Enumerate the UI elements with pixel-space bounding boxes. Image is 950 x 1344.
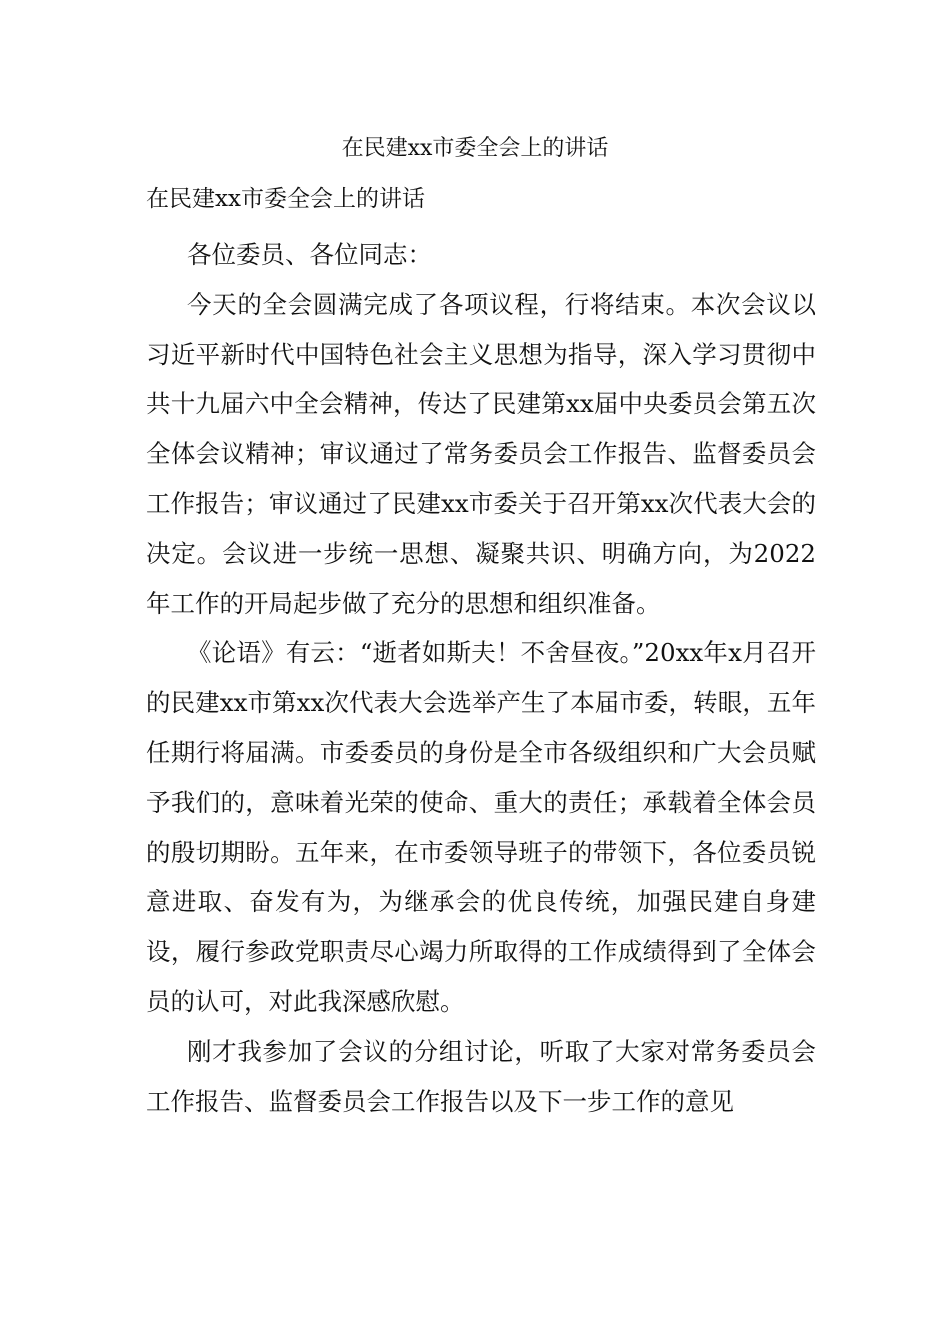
paragraph-salutation: 各位委员、各位同志：	[187, 240, 432, 269]
document-body	[146, 230, 816, 1126]
document-title: 在民建xx市委全会上的讲话	[341, 136, 609, 161]
paragraph-term-review: 《论语》有云：“逝者如斯夫！不舍昼夜。”20xx年x月召开的民建xx市第xx次代表大会选举产生了本届市委，转眼，五年任期行将届满。市委委员的身份是全市各级组织和广大会员赋予我们的，意味着光荣的使命、重大的责任；承载着全体会员的殷切期盼。五年来，在市委领导班子的带领下，各位委员锐意进取、奋发有为，为继承会的优良传统，加强民建自身建设，履行参政党职责尽心竭力所取得的工作成绩得到了全体会员的认可，对此我深感欣慰。	[146, 638, 816, 1016]
document-subtitle: 在民建xx市委全会上的讲话	[146, 186, 425, 212]
paragraph-group-discussion: 刚才我参加了会议的分组讨论，听取了大家对常务委员会工作报告、监督委员会工作报告以及下一步工作的意见	[146, 1036, 816, 1116]
paragraph-meeting-summary: 今天的全会圆满完成了各项议程，行将结束。本次会议以习近平新时代中国特色社会主义思想为指导，深入学习贯彻中共十九届六中全会精神，传达了民建第xx届中央委员会第五次全体会议精神；审议通过了常务委员会工作报告、监督委员会工作报告；审议通过了民建xx市委关于召开第xx次代表大会的决定。会议进一步统一思想、凝聚共识、明确方向，为2022年工作的开局起步做了充分的思想和组织准备。	[146, 289, 816, 618]
